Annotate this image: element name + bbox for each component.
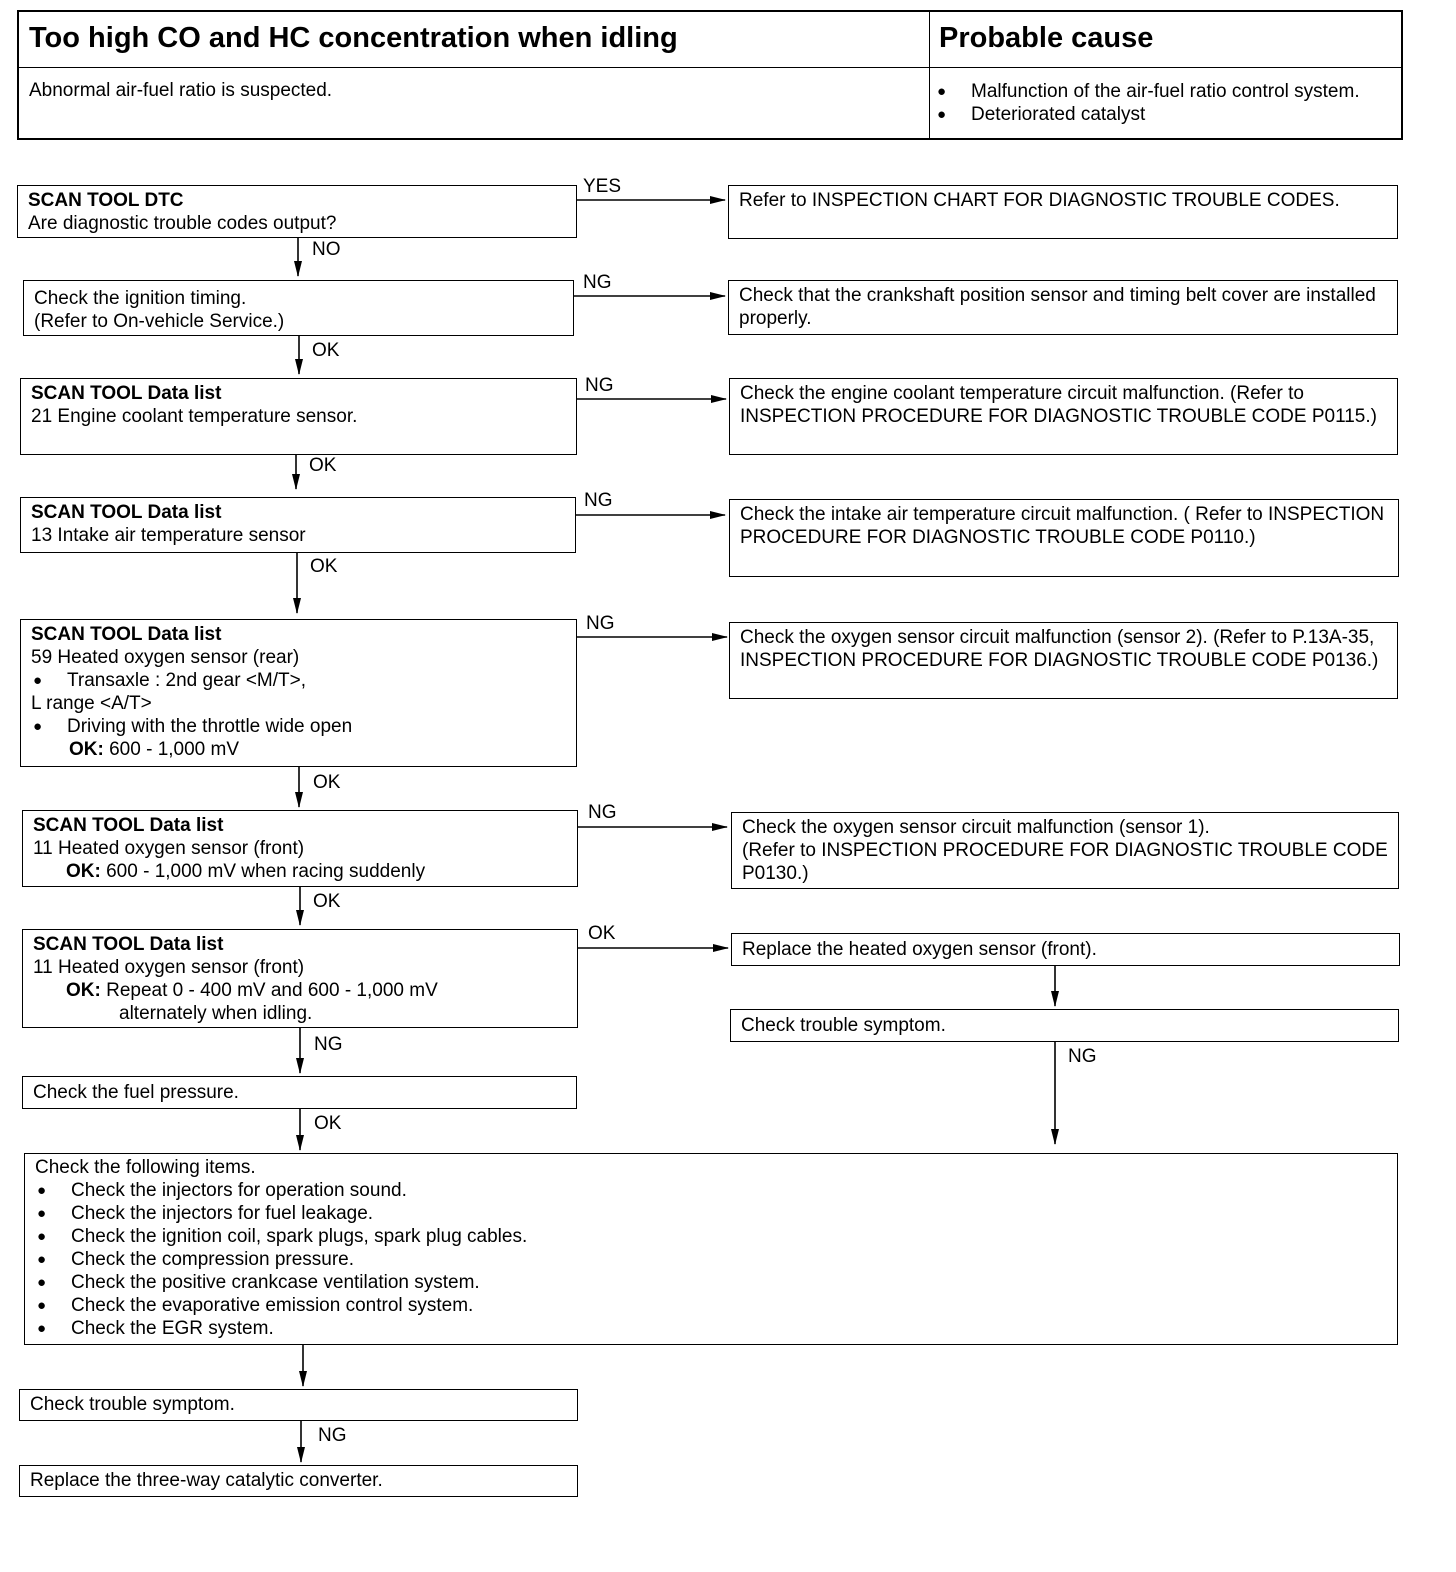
step-text: Check trouble symptom.	[30, 1394, 235, 1415]
step-title: SCAN TOOL Data list	[31, 624, 222, 645]
check-item: ● Check the EGR system.	[35, 1317, 1387, 1340]
label-ng: NG	[585, 375, 614, 396]
result-crankshaft	[728, 280, 1398, 335]
step-ignition-timing	[23, 280, 574, 336]
step-check-trouble-symptom	[19, 1389, 578, 1421]
cause-title: Probable cause	[929, 12, 1401, 68]
step-text: 13 Intake air temperature sensor	[31, 525, 306, 546]
result-text: (Refer to INSPECTION PROCEDURE FOR DIAGNOSTIC TROUBLE CODE P0130.)	[742, 840, 1388, 884]
ok-value: 600 - 1,000 mV when racing suddenly	[106, 861, 426, 882]
result-text: Check the oxygen sensor circuit malfunction (sensor 2). (Refer to P.13A-35, INSPECTION PROCEDURE FOR DIAGNOSTIC TROUBLE CODE P0136.)	[740, 627, 1379, 671]
step-text: 11 Heated oxygen sensor (front)	[33, 957, 305, 978]
ok-label: OK:	[66, 980, 101, 1001]
result-check-trouble-symptom	[730, 1009, 1399, 1042]
result-text: Check the intake air temperature circuit malfunction. ( Refer to INSPECTION PROCEDURE FOR DIAGNOSTIC TROUBLE CODE P0110.)	[740, 504, 1385, 548]
result-text: Replace the heated oxygen sensor (front).	[742, 939, 1097, 960]
step-oxygen-front-racing	[22, 810, 578, 887]
label-ng: NG	[318, 1425, 347, 1446]
step-bullet: ● Driving with the throttle wide open	[31, 715, 566, 738]
label-ng: NG	[583, 272, 612, 293]
step-coolant-temp	[20, 378, 577, 455]
result-intake-air	[729, 499, 1399, 577]
label-ng: NG	[586, 613, 615, 634]
label-ok: OK	[314, 1113, 342, 1134]
step-title: SCAN TOOL Data list	[33, 815, 224, 836]
label-ok: OK	[313, 891, 341, 912]
check-item: ● Check the positive crankcase ventilation system.	[35, 1271, 1387, 1294]
step-bullet: ● Transaxle : 2nd gear <M/T>,	[31, 669, 566, 692]
step-title: SCAN TOOL Data list	[33, 934, 224, 955]
result-text: Check the engine coolant temperature circuit malfunction. (Refer to INSPECTION PROCEDURE FOR DIAGNOSTIC TROUBLE CODE P0115.)	[740, 383, 1377, 427]
result-oxygen-sensor-2	[729, 622, 1398, 699]
label-ng: NG	[314, 1034, 343, 1055]
step-replace-catalytic	[19, 1465, 578, 1497]
label-ok: OK	[312, 340, 340, 361]
step-text: Are diagnostic trouble codes output?	[28, 213, 337, 234]
label-ok: OK	[310, 556, 338, 577]
label-no: NO	[312, 239, 341, 260]
ok-label: OK:	[66, 861, 101, 882]
result-text: Refer to INSPECTION CHART FOR DIAGNOSTIC TROUBLE CODES.	[739, 190, 1340, 211]
symptom-title: Too high CO and HC concentration when idling	[19, 12, 929, 68]
step-title: SCAN TOOL DTC	[28, 190, 184, 211]
step-text: Check the fuel pressure.	[33, 1082, 239, 1103]
check-item: ● Check the ignition coil, spark plugs, spark plug cables.	[35, 1225, 1387, 1248]
label-ng: NG	[588, 802, 617, 823]
ok-value: 600 - 1,000 mV	[109, 739, 240, 760]
step-fuel-pressure	[22, 1076, 577, 1109]
check-item: ● Check the evaporative emission control system.	[35, 1294, 1387, 1317]
label-yes: YES	[583, 176, 622, 197]
symptom-description: Abnormal air-fuel ratio is suspected.	[29, 80, 333, 101]
label-ng: NG	[1068, 1046, 1097, 1067]
result-coolant	[729, 378, 1398, 455]
cause-item: ● Malfunction of the air-fuel ratio control system.	[937, 80, 1360, 103]
step-scan-tool-dtc	[17, 185, 577, 238]
ok-value: alternately when idling.	[119, 1003, 313, 1024]
step-text: 11 Heated oxygen sensor (front)	[33, 838, 305, 859]
check-item: ● Check the compression pressure.	[35, 1248, 1387, 1271]
result-text: Check trouble symptom.	[741, 1015, 946, 1036]
step-text: Check the ignition timing.	[34, 288, 247, 309]
ok-value: Repeat 0 - 400 mV and 600 - 1,000 mV	[106, 980, 438, 1001]
step-text: 21 Engine coolant temperature sensor.	[31, 406, 358, 427]
label-ok: OK	[588, 923, 616, 944]
ok-label: OK:	[69, 739, 104, 760]
cause-item: ● Deteriorated catalyst	[937, 103, 1360, 126]
check-item: ● Check the injectors for fuel leakage.	[35, 1202, 1387, 1225]
result-text: Check that the crankshaft position sensor and timing belt cover are installed properly.	[739, 285, 1376, 329]
step-text: 59 Heated oxygen sensor (rear)	[31, 647, 300, 668]
label-ng: NG	[584, 490, 613, 511]
check-item: ● Check the injectors for operation sound.	[35, 1179, 1387, 1202]
result-dtc-chart	[728, 185, 1398, 239]
step-intake-air-temp	[20, 497, 576, 553]
result-replace-front-sensor	[731, 933, 1400, 966]
step-title: Check the following items.	[35, 1157, 256, 1178]
step-check-items	[24, 1153, 1398, 1345]
step-oxygen-rear	[20, 619, 577, 767]
result-oxygen-sensor-1	[731, 812, 1399, 889]
label-ok: OK	[309, 455, 337, 476]
step-text: L range <A/T>	[31, 693, 152, 714]
result-text: Check the oxygen sensor circuit malfunction (sensor 1).	[742, 817, 1210, 838]
step-title: SCAN TOOL Data list	[31, 383, 222, 404]
step-text: (Refer to On-vehicle Service.)	[34, 311, 285, 332]
step-oxygen-front-idling	[22, 929, 578, 1028]
step-text: Replace the three-way catalytic converter.	[30, 1470, 383, 1491]
step-title: SCAN TOOL Data list	[31, 502, 222, 523]
label-ok: OK	[313, 772, 341, 793]
